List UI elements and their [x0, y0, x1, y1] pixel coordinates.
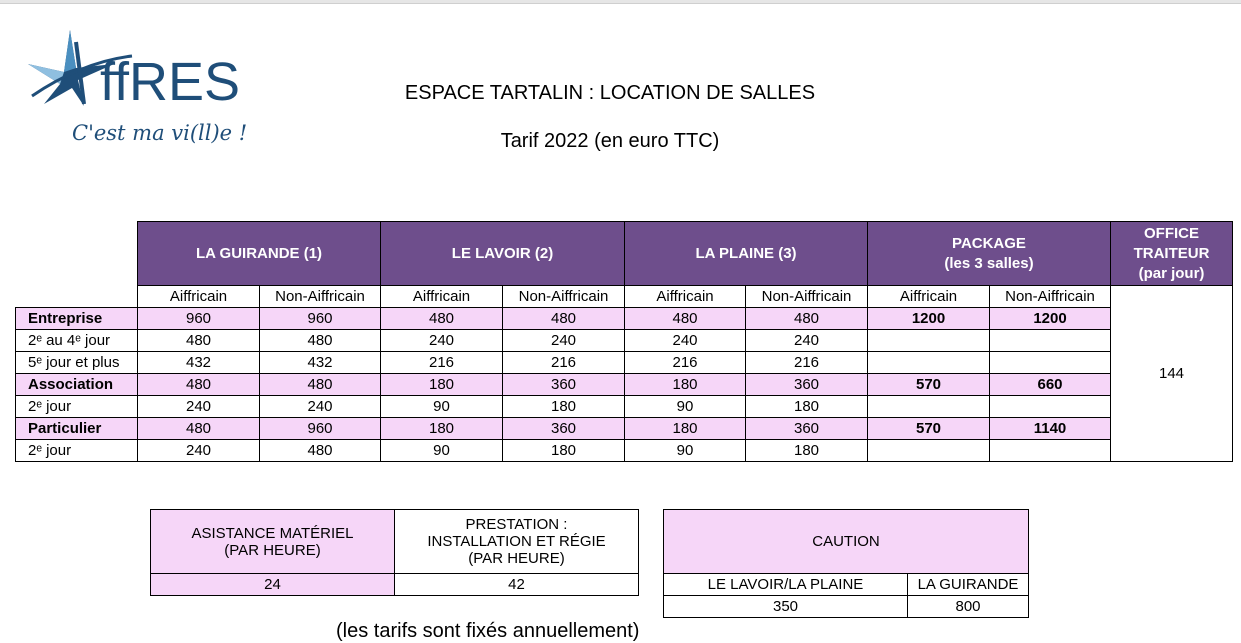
subheader-cell: Aiffricain [625, 286, 746, 308]
table-cell: 90 [381, 440, 503, 462]
table-cell: 480 [746, 308, 868, 330]
row-label: Association [16, 374, 138, 396]
subheader-cell: Aiffricain [381, 286, 503, 308]
package-title: PACKAGE [952, 234, 1026, 252]
package-cell [868, 440, 990, 462]
table-cell: 90 [381, 396, 503, 418]
caution-value-lavoir-plaine: 350 [664, 596, 908, 618]
header-office-traiteur [1111, 222, 1233, 286]
package-cell [868, 330, 990, 352]
subheader-cell: Non-Aiffricain [990, 286, 1111, 308]
table-cell: 240 [138, 440, 260, 462]
table-cell: 216 [381, 352, 503, 374]
services-table [150, 509, 639, 596]
table-cell: 216 [625, 352, 746, 374]
table-cell: 960 [260, 308, 381, 330]
table-cell: 216 [503, 352, 625, 374]
table-cell: 480 [138, 330, 260, 352]
prestation-title: PRESTATION : [465, 516, 568, 533]
star-logo-icon [22, 22, 292, 152]
row-label: 5ᵉ jour et plus [16, 352, 138, 374]
table-cell: 180 [381, 418, 503, 440]
materiel-header [151, 510, 395, 574]
package-cell [990, 330, 1111, 352]
package-cell: 1200 [990, 308, 1111, 330]
table-cell: 240 [625, 330, 746, 352]
table-cell: 180 [746, 440, 868, 462]
aiffres-logo [22, 22, 292, 152]
row-label: 2ᵉ au 4ᵉ jour [16, 330, 138, 352]
window-top-border [0, 0, 1241, 4]
subheader-cell: Aiffricain [868, 286, 990, 308]
row-label: 2ᵉ jour [16, 396, 138, 418]
table-cell: 180 [503, 440, 625, 462]
table-cell: 480 [260, 440, 381, 462]
package-cell: 570 [868, 374, 990, 396]
logo-tagline: C'est ma vi(ll)e ! [72, 121, 248, 145]
package-cell: 1200 [868, 308, 990, 330]
table-cell: 180 [503, 396, 625, 418]
prestation-unit: (PAR HEURE) [468, 550, 565, 567]
header-le-lavoir: LE LAVOIR (2) [381, 222, 625, 286]
row-label: 2ᵉ jour [16, 440, 138, 462]
table-cell: 90 [625, 440, 746, 462]
table-cell: 360 [503, 418, 625, 440]
table-row-entreprise [16, 308, 1233, 330]
table-cell: 360 [503, 374, 625, 396]
package-cell [990, 352, 1111, 374]
table-cell: 240 [381, 330, 503, 352]
table-row [16, 330, 1233, 352]
table-cell: 960 [138, 308, 260, 330]
table-cell: 480 [260, 374, 381, 396]
office-traiteur-value: 144 [1111, 286, 1233, 462]
office-line3: (par jour) [1138, 264, 1205, 282]
table-cell: 432 [138, 352, 260, 374]
page-subtitle: Tarif 2022 (en euro TTC) [500, 130, 720, 152]
table-cell: 360 [746, 374, 868, 396]
package-cell [868, 352, 990, 374]
package-cell: 660 [990, 374, 1111, 396]
row-label: Particulier [16, 418, 138, 440]
table-cell: 216 [746, 352, 868, 374]
caution-table [663, 509, 1029, 618]
table-cell: 480 [138, 418, 260, 440]
table-cell: 240 [260, 396, 381, 418]
header-package [868, 222, 1111, 286]
caution-header: CAUTION [664, 510, 1029, 574]
table-cell: 240 [503, 330, 625, 352]
footnote: (les tarifs sont fixés annuellement) [336, 620, 640, 642]
table-cell: 240 [138, 396, 260, 418]
table-row-particulier [16, 418, 1233, 440]
empty-corner [16, 222, 138, 286]
caution-value-guirande: 800 [908, 596, 1029, 618]
table-cell: 960 [260, 418, 381, 440]
table-cell: 480 [625, 308, 746, 330]
table-cell: 180 [746, 396, 868, 418]
subheader-cell: Non-Aiffricain [260, 286, 381, 308]
table-cell: 360 [746, 418, 868, 440]
office-line1: OFFICE [1144, 224, 1199, 242]
table-cell: 480 [503, 308, 625, 330]
header-la-guirande: LA GUIRANDE (1) [138, 222, 381, 286]
caution-col-guirande: LA GUIRANDE [908, 574, 1029, 596]
row-label: Entreprise [16, 308, 138, 330]
subheader-cell: Non-Aiffricain [746, 286, 868, 308]
table-cell: 480 [138, 374, 260, 396]
table-cell: 240 [746, 330, 868, 352]
table-cell: 90 [625, 396, 746, 418]
package-cell [868, 396, 990, 418]
materiel-unit: (PAR HEURE) [224, 541, 321, 559]
table-row-association [16, 374, 1233, 396]
pricing-table [15, 221, 1233, 462]
prestation-header [395, 510, 639, 574]
package-cell: 1140 [990, 418, 1111, 440]
materiel-title: ASISTANCE MATÉRIEL [191, 524, 354, 542]
table-row [16, 352, 1233, 374]
package-cell: 570 [868, 418, 990, 440]
materiel-value: 24 [151, 574, 395, 596]
package-subtitle: (les 3 salles) [944, 254, 1034, 272]
page-title: ESPACE TARTALIN : LOCATION DE SALLES [404, 82, 816, 104]
table-cell: 180 [625, 418, 746, 440]
subheader-cell: Non-Aiffricain [503, 286, 625, 308]
table-cell: 480 [381, 308, 503, 330]
caution-col-lavoir-plaine: LE LAVOIR/LA PLAINE [664, 574, 908, 596]
logo-wordmark: ffRES [100, 52, 241, 112]
prestation-subtitle: INSTALLATION ET RÉGIE [427, 533, 606, 550]
header-la-plaine: LA PLAINE (3) [625, 222, 868, 286]
table-cell: 480 [260, 330, 381, 352]
table-row [16, 396, 1233, 418]
table-cell: 180 [625, 374, 746, 396]
prestation-value: 42 [395, 574, 639, 596]
office-line2: TRAITEUR [1133, 244, 1210, 262]
package-cell [990, 396, 1111, 418]
package-cell [990, 440, 1111, 462]
table-row [16, 440, 1233, 462]
empty-subheader-cell [16, 286, 138, 308]
subheader-cell: Aiffricain [138, 286, 260, 308]
table-cell: 180 [381, 374, 503, 396]
table-cell: 432 [260, 352, 381, 374]
